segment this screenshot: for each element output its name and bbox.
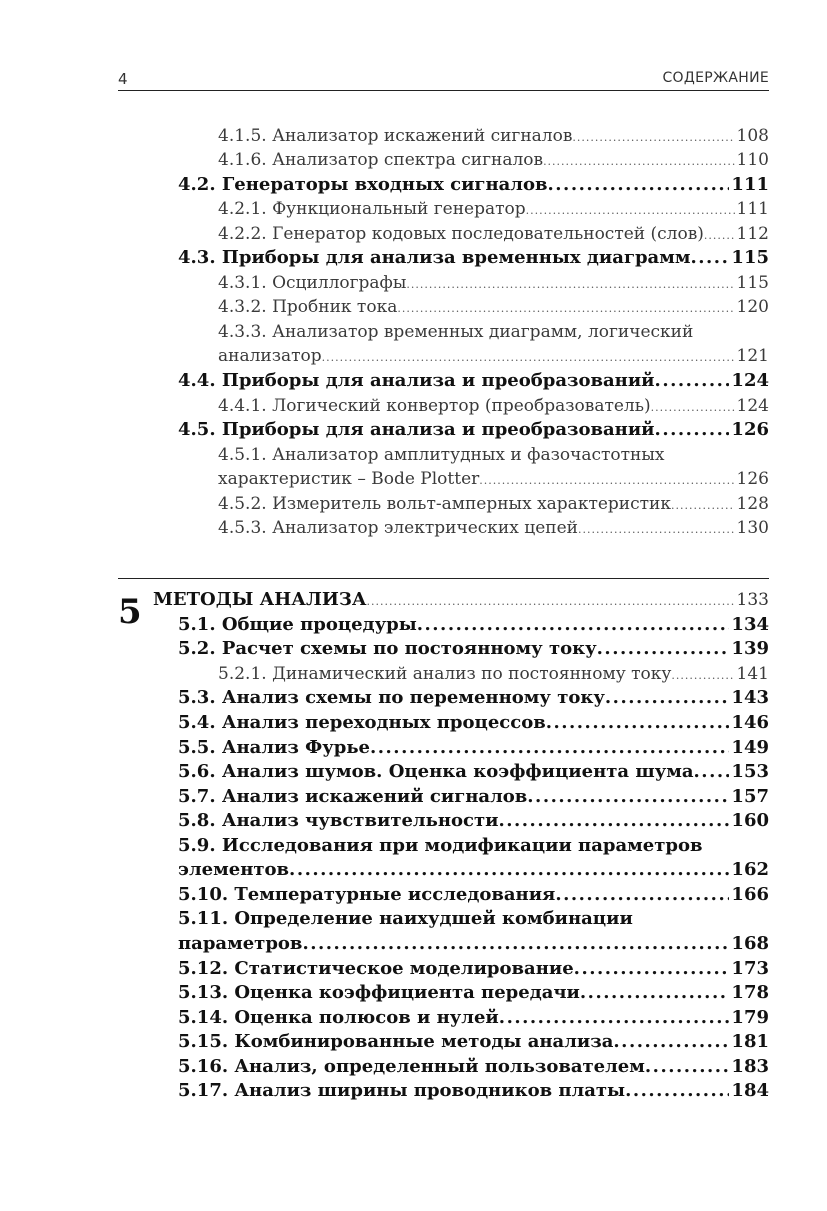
toc-entry[interactable] [178, 613, 769, 637]
leader-dots [499, 1006, 730, 1030]
toc-entry[interactable] [218, 197, 769, 221]
toc-entry-title: анализатор [218, 346, 322, 366]
toc-entry-page: 112 [736, 224, 769, 244]
leader-dots [694, 760, 730, 784]
toc-entry[interactable] [178, 369, 769, 393]
toc-entry-title: 5.2. Расчет схемы по постоянному току [178, 638, 597, 659]
toc-entry-title: 4.5.3. Анализатор электрических цепей [218, 518, 578, 538]
toc-entry-page: 178 [731, 982, 769, 1003]
toc-entry[interactable] [178, 1030, 769, 1054]
toc-entry-page: 146 [731, 712, 769, 733]
toc-entry-page: 157 [731, 786, 769, 807]
leader-dots [655, 418, 730, 442]
toc-entry-page: 121 [736, 346, 769, 366]
toc-entry-first-line[interactable]: 4.5.1. Анализатор амплитудных и фазочастотных [218, 445, 665, 465]
toc-entry-page: 111 [736, 199, 769, 219]
toc-entry-title: 5.4. Анализ переходных процессов [178, 712, 546, 733]
toc-entry-title: 4.5.2. Измеритель вольт-амперных характеристик [218, 494, 671, 514]
toc-entry-page: 141 [736, 664, 769, 684]
toc-entry-page: 120 [736, 297, 769, 317]
toc-entry-title: 5.17. Анализ ширины проводников платы [178, 1080, 626, 1101]
toc-entry[interactable] [178, 736, 769, 760]
chapter-page: 133 [736, 590, 769, 610]
toc-entry-title: 4.3.1. Осциллографы [218, 273, 407, 293]
leader-dots [555, 883, 729, 907]
toc-entry-title: 5.8. Анализ чувствительности [178, 810, 499, 831]
toc-entry-title: 5.3. Анализ схемы по переменному току [178, 687, 605, 708]
toc-entry-page: 173 [731, 958, 769, 979]
toc-entry-title: 5.10. Температурные исследования [178, 884, 556, 905]
toc-entry[interactable] [178, 686, 769, 710]
toc-entry-page: 126 [731, 419, 769, 440]
leader-dots [406, 273, 734, 297]
toc-entry-title: 5.5. Анализ Фурье [178, 737, 370, 758]
leader-dots [526, 199, 735, 223]
leader-dots [370, 736, 729, 760]
page-number: 4 [118, 70, 128, 88]
toc-entry-title: 4.1.5. Анализатор искажений сигналов [218, 126, 573, 146]
toc-entry-first-line[interactable]: 5.9. Исследования при модификации параметров [178, 835, 703, 856]
toc-entry[interactable] [218, 662, 769, 686]
running-title: СОДЕРЖАНИЕ [662, 70, 769, 86]
toc-entry-page: 124 [736, 396, 769, 416]
toc-entry-title: 4.2.2. Генератор кодовых последовательностей (слов) [218, 224, 704, 244]
toc-entry[interactable] [178, 957, 769, 981]
leader-dots [645, 1055, 730, 1079]
toc-entry-page: 134 [731, 614, 769, 635]
toc-entry[interactable] [178, 785, 769, 809]
toc-entry-page: 130 [736, 518, 769, 538]
toc-entry-page: 181 [731, 1031, 769, 1052]
toc-entry-page: 184 [731, 1080, 769, 1101]
toc-entry-title: 5.15. Комбинированные методы анализа [178, 1031, 614, 1052]
toc-entry-title: 5.14. Оценка полюсов и нулей [178, 1007, 499, 1028]
leader-dots [597, 637, 730, 661]
toc-entry-page: 183 [731, 1056, 769, 1077]
leader-dots [625, 1079, 729, 1103]
leader-dots [671, 494, 735, 518]
toc-entry[interactable] [178, 246, 769, 270]
toc-entry-page: 126 [736, 469, 769, 489]
toc-entry-title: 5.1. Общие процедуры [178, 614, 417, 635]
toc-entry-page: 162 [731, 859, 769, 880]
toc-entry[interactable] [178, 1079, 769, 1103]
toc-entry-page: 139 [731, 638, 769, 659]
leader-dots [498, 809, 729, 833]
toc-entry-page: 110 [736, 150, 769, 170]
toc-entry-title: 4.5. Приборы для анализа и преобразований [178, 419, 655, 440]
chapter-title: МЕТОДЫ АНАЛИЗА [153, 589, 367, 610]
leader-dots [367, 590, 735, 614]
toc-entry-title: 4.2. Генераторы входных сигналов [178, 174, 548, 195]
leader-dots [691, 246, 730, 270]
toc-entry[interactable] [178, 932, 769, 956]
toc-entry-page: 115 [731, 247, 769, 268]
toc-entry-page: 149 [731, 737, 769, 758]
toc-entry-page: 168 [731, 933, 769, 954]
toc-entry-page: 153 [731, 761, 769, 782]
toc-entry-title: 5.2.1. Динамический анализ по постоянному току [218, 664, 672, 684]
toc-entry-first-line[interactable]: 4.3.3. Анализатор временных диаграмм, логический [218, 322, 694, 342]
toc-entry-title: 5.13. Оценка коэффициента передачи [178, 982, 580, 1003]
leader-dots [397, 297, 734, 321]
leader-dots [289, 858, 729, 882]
toc-entry-title: 4.4.1. Логический конвертор (преобразователь) [218, 396, 651, 416]
toc-entry-page: 179 [731, 1007, 769, 1028]
toc-entry[interactable] [218, 222, 769, 246]
leader-dots [655, 369, 730, 393]
leader-dots [578, 518, 735, 542]
toc-entry[interactable] [218, 344, 769, 368]
toc-entry-title: 4.2.1. Функциональный генератор [218, 199, 526, 219]
toc-entry-title: 5.7. Анализ искажений сигналов [178, 786, 528, 807]
leader-dots [322, 346, 735, 370]
toc-entry-first-line[interactable]: 5.11. Определение наихудшей комбинации [178, 908, 633, 929]
toc-entry-page: 143 [731, 687, 769, 708]
toc-entry[interactable] [218, 394, 769, 418]
toc-entry[interactable] [178, 760, 769, 784]
leader-dots [605, 686, 730, 710]
leader-dots [417, 613, 730, 637]
leader-dots [574, 957, 730, 981]
toc-entry-title: 5.16. Анализ, определенный пользователем [178, 1056, 645, 1077]
toc-entry[interactable] [178, 1055, 769, 1079]
toc-entry[interactable] [218, 271, 769, 295]
toc-entry[interactable] [218, 516, 769, 540]
toc-entry-page: 128 [736, 494, 769, 514]
toc-entry[interactable] [218, 492, 769, 516]
toc-entry-title: 4.4. Приборы для анализа и преобразований [178, 370, 655, 391]
leader-dots [548, 173, 730, 197]
leader-dots [651, 396, 735, 420]
leader-dots [704, 224, 735, 248]
toc-entry-page: 115 [736, 273, 769, 293]
toc-entry-title: элементов [178, 859, 290, 880]
page-header [118, 70, 769, 91]
toc-entry[interactable] [178, 637, 769, 661]
toc-entry[interactable] [178, 711, 769, 735]
toc-entry-title: 4.1.6. Анализатор спектра сигналов [218, 150, 544, 170]
chapter-divider [118, 578, 769, 579]
toc-entry[interactable] [218, 467, 769, 491]
toc-entry[interactable] [178, 883, 769, 907]
chapter-number: 5 [118, 592, 142, 632]
leader-dots [580, 981, 730, 1005]
toc-entry[interactable] [218, 124, 769, 148]
leader-dots [572, 126, 734, 150]
toc-entry[interactable] [178, 858, 769, 882]
toc-entry-title: 4.3.2. Пробник тока [218, 297, 398, 317]
toc-entry-page: 111 [731, 174, 769, 195]
leader-dots [671, 664, 734, 688]
toc-entry[interactable] [178, 981, 769, 1005]
toc-entry[interactable] [178, 809, 769, 833]
leader-dots [613, 1030, 729, 1054]
toc-entry[interactable] [178, 418, 769, 442]
toc-entry-page: 108 [736, 126, 769, 146]
toc-entry-title: характеристик – Bode Plotter [218, 469, 480, 489]
toc-entry-page: 166 [731, 884, 769, 905]
toc-entry-page: 124 [731, 370, 769, 391]
toc-entry[interactable] [178, 1006, 769, 1030]
chapter-entry[interactable] [153, 588, 769, 612]
toc-entry[interactable] [218, 295, 769, 319]
toc-entry-title: 4.3. Приборы для анализа временных диаграмм [178, 247, 691, 268]
leader-dots [527, 785, 729, 809]
leader-dots [546, 711, 730, 735]
toc-entry[interactable] [218, 148, 769, 172]
toc-entry-title: 5.6. Анализ шумов. Оценка коэффициента шума [178, 761, 694, 782]
leader-dots [302, 932, 729, 956]
toc-entry[interactable] [178, 173, 769, 197]
toc-entry-title: параметров [178, 933, 303, 954]
toc-entry-title: 5.12. Статистическое моделирование [178, 958, 574, 979]
leader-dots [543, 150, 734, 174]
leader-dots [479, 469, 734, 493]
toc-entry-page: 160 [731, 810, 769, 831]
